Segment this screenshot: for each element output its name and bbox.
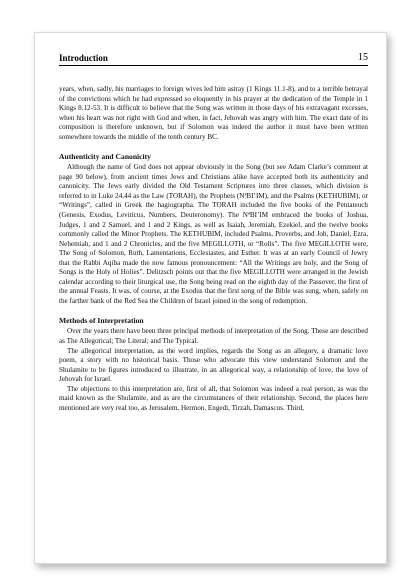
- book-page: [34, 32, 387, 564]
- intro-paragraph: years, when, sadly, his marriages to foreign wives led him astray (1 Kings 11.1-8), and to a terrible betrayal of the convictions which he had expressed so eloquently in his prayer at the dedication of the Temple in 1 Kings 8.12-53. It is difficult to believe that the Song was written in those days of his extravagant excesses, when his heart was not right with God and when, in fact, Jehovah was angry with him. The exact date of its composition is therefore unknown, but if Solomon was indeed the author it must have been written somewhere towards the middle of the tenth century BC.: [59, 85, 368, 141]
- running-header: [59, 52, 368, 66]
- interpretation-paragraph-3: The objections to this interpretation are, first of all, that Solomon was indeed a real person, as was the maid known as the Shulamite, and as are the circumstances of their relationship. Second, the places here mentioned are very real too, as Jerusalem, Hermon, Engedi, Tirzah, Damascus. Third,: [59, 384, 368, 412]
- page-body: [59, 85, 368, 413]
- section-heading-interpretation: Methods of Interpretation: [59, 316, 144, 326]
- authenticity-paragraph: Although the name of God does not appear obviously in the Song (but see Adam Clarke’s comment at page 90 below), from ancient times Jews and Christians alike have accepted both its authenticity and canonicity. The Jews early divided the Old Testament Scriptures into three classes, which division is referred to in Luke 24.44 as the Law (TORAH), the Prophets (NªBI’IM), and the Psalms (KETHUBIM), or “Writings”, called in Greek the hagiographa. The TORAH included the five books of the Pentateuch (Genesis, Exodus, Leviticus, Numbers, Deuteronomy). The NªBI’IM embraced the books of Joshua, Judges, 1 and 2 Samuel, and 1 and 2 Kings, as well as Isaiah, Jeremiah, Ezekiel, and the twelve books commonly called the Minor Prophets. The KETHUBIM, included Psalms, Proverbs, and Job, Daniel, Ezra, Nehemiah, and 1 and 2 Chronicles, and the five MEGILLOTH, or “Rolls”. The five MEGILLOTH were, The Song of Solomon, Ruth, Lamentations, Ecclesiastes, and Esther. It was at an early Council of Jewry that the Rabbi Aqiba made the now famous pronouncement: “All the Writings are holy, and the Song of Songs is the Holy of Holies”. Delitzsch points out that the five MEGILLOTH were arranged in the Jewish calendar according to their liturgical use, the Song being read on the eighth day of the Passover, the first of the annual Feasts. It was, of course, at the Exodus that the first song of the Bible was sung, when, safely on the farther bank of the Red Sea the Children of Israel joined in the song of redemption.: [59, 163, 368, 305]
- chapter-title: Introduction: [59, 53, 108, 63]
- interpretation-paragraph-1: Over the years there have been three principal methods of interpretation of the Song. These are described as The Allegorical; The Literal; and The Typical.: [59, 327, 368, 346]
- page-number: 15: [358, 52, 368, 63]
- header-rule: [59, 65, 368, 66]
- section-heading-authenticity: Authenticity and Canonicity: [59, 152, 151, 162]
- interpretation-paragraph-2: The allegorical interpretation, as the word implies, regards the Song as an allegory, a dramatic love poem, a story with no historical basis. Those who advocate this view understand Solomon and the Shulamite to be figures introduced to illustrate, in an allegorical way, a relationship of love, the love of Jehovah for Israel.: [59, 346, 368, 384]
